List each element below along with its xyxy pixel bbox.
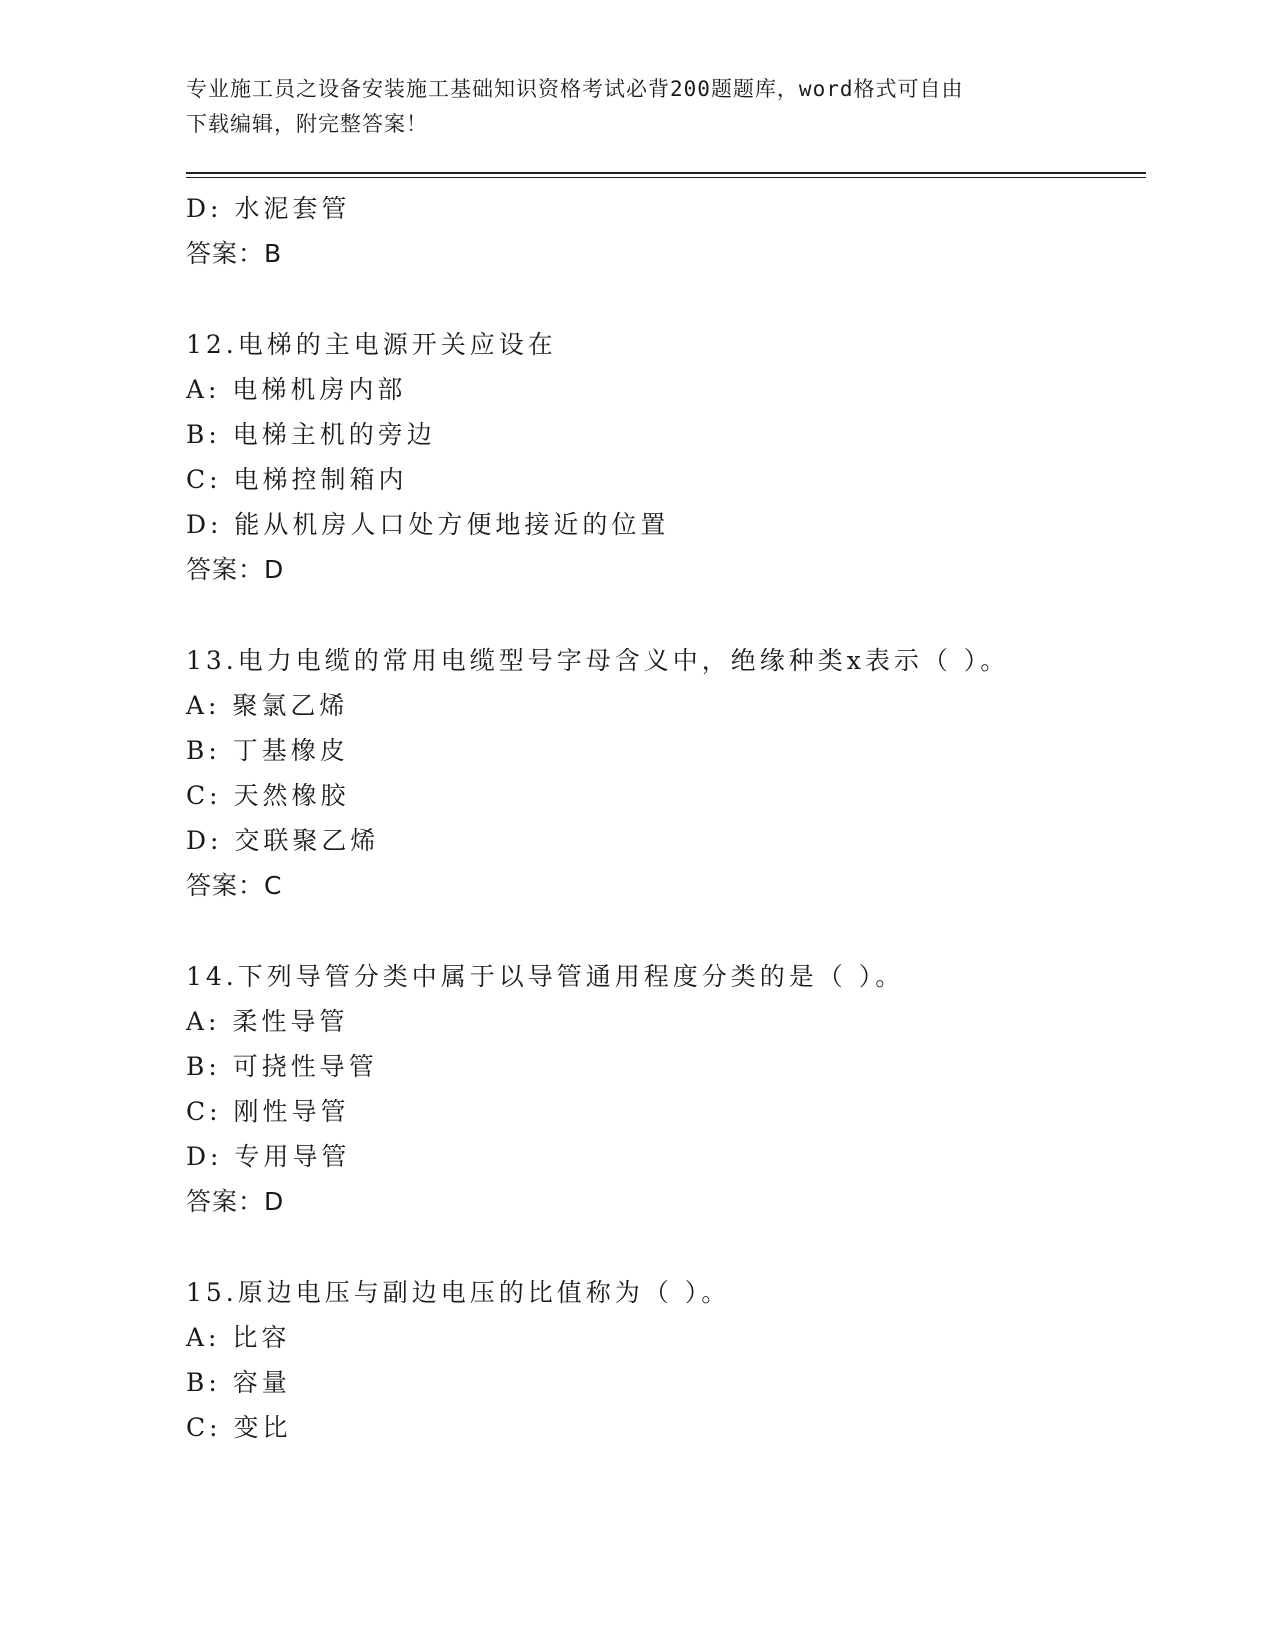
document-page xyxy=(186,72,1146,1450)
option-a: A: 电梯机房内部 xyxy=(186,375,407,404)
option-c: C: 电梯控制箱内 xyxy=(186,465,408,494)
question-stem: 15.原边电压与副边电压的比值称为（ ）。 xyxy=(186,1278,731,1307)
header-double-rule xyxy=(186,172,1146,178)
question-14 xyxy=(186,954,1146,1224)
option-d: D: 能从机房人口处方便地接近的位置 xyxy=(186,510,670,539)
option-a: A: 柔性导管 xyxy=(186,1007,349,1036)
option-b: B: 可挠性导管 xyxy=(186,1052,378,1081)
answer-line: 答案：D xyxy=(186,1187,285,1216)
option-a: A: 聚氯乙烯 xyxy=(186,691,349,720)
option-d: D: 专用导管 xyxy=(186,1142,351,1171)
option-a: A: 比容 xyxy=(186,1323,291,1352)
answer-line: 答案：D xyxy=(186,555,285,584)
question-stem: 12.电梯的主电源开关应设在 xyxy=(186,330,557,359)
answer-line: 答案：B xyxy=(186,239,283,268)
option-c: C: 刚性导管 xyxy=(186,1097,350,1126)
option-c: C: 变比 xyxy=(186,1413,292,1442)
header-line-1: 专业施工员之设备安装施工基础知识资格考试必背200题题库，word格式可自由 xyxy=(186,77,964,101)
question-15 xyxy=(186,1270,1146,1450)
header-line-2: 下载编辑，附完整答案！ xyxy=(186,112,428,136)
document-header xyxy=(186,72,1066,142)
option-b: B: 电梯主机的旁边 xyxy=(186,420,436,449)
option-c: C: 天然橡胶 xyxy=(186,781,350,810)
option-d: D: 水泥套管 xyxy=(186,194,351,223)
option-b: B: 容量 xyxy=(186,1368,291,1397)
previous-question-tail xyxy=(186,186,1146,276)
question-stem: 13.电力电缆的常用电缆型号字母含义中，绝缘种类x表示（ ）。 xyxy=(186,646,1010,675)
question-12 xyxy=(186,322,1146,592)
option-d: D: 交联聚乙烯 xyxy=(186,826,380,855)
option-b: B: 丁基橡皮 xyxy=(186,736,349,765)
answer-line: 答案：C xyxy=(186,871,283,900)
question-stem: 14.下列导管分类中属于以导管通用程度分类的是（ ）。 xyxy=(186,962,905,991)
question-13 xyxy=(186,638,1146,908)
